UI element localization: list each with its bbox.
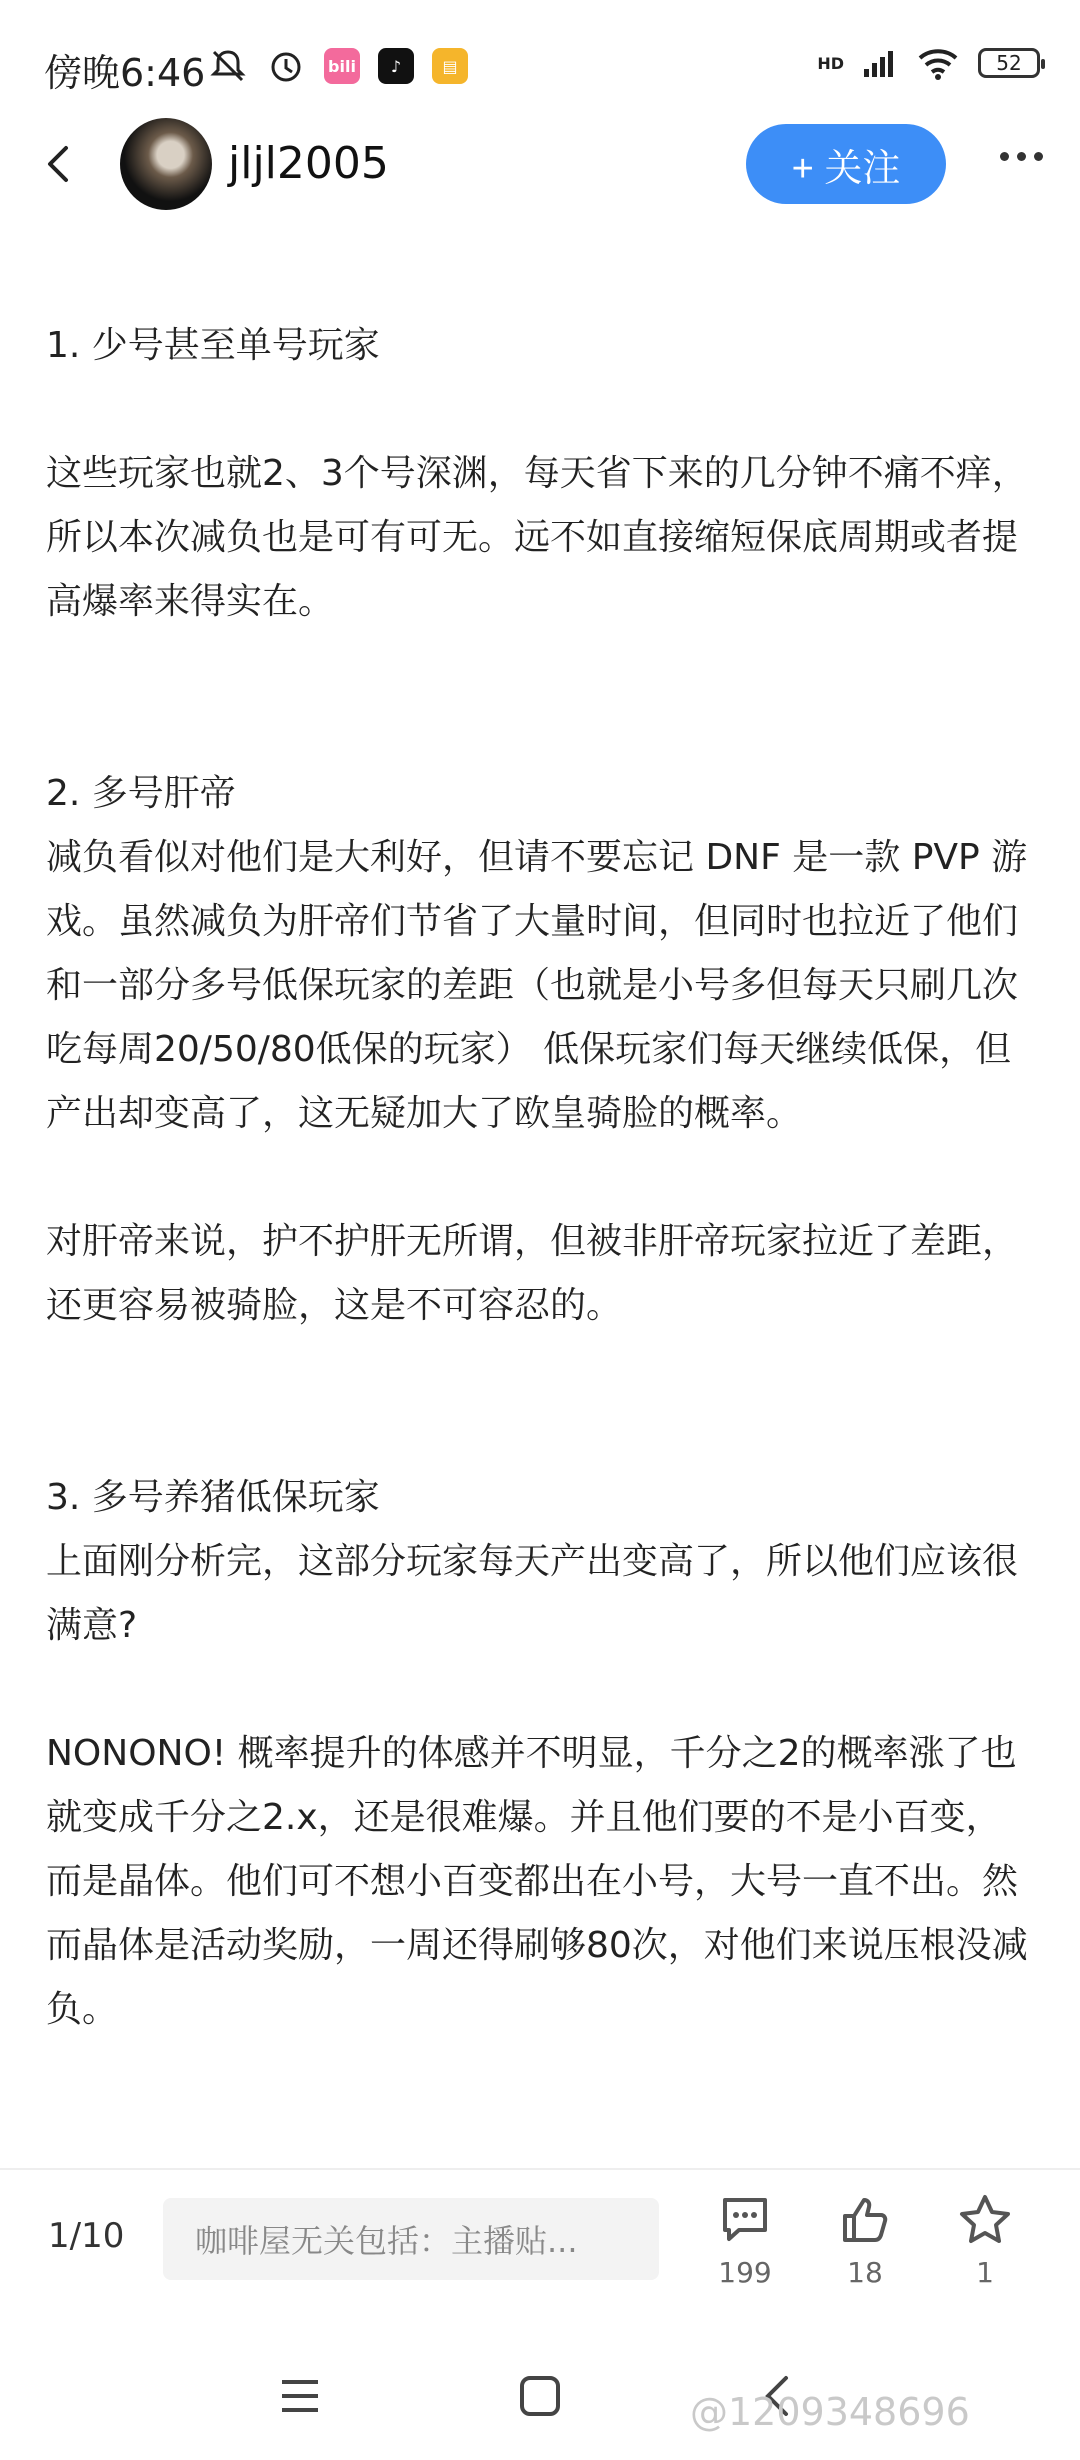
more-options-icon[interactable] [1000,152,1043,161]
favorite-button[interactable] [940,2192,1030,2289]
post-paragraph: 减负看似对他们是大利好，但请不要忘记 DNF 是一款 PVP 游戏。虽然减负为肝帝们节省了大量时间，但同时也拉近了他们和一部分多号低保玩家的差距（也就是小号多但每天只刷几次吃每周20/50/80低保的玩家） 低保玩家们每天继续低保，但产出却变高了，这无疑加大了欧皇骑脸的概率。 [46,837,1028,1134]
post-paragraph: 1. 少号甚至单号玩家 [46,325,380,366]
page-indicator[interactable]: 1/10 [48,2216,125,2256]
post-paragraph: 3. 多号养猪低保玩家 [46,1477,380,1518]
comment-button[interactable] [700,2192,790,2289]
post-paragraph [46,698,1036,762]
alarm-icon [266,46,306,86]
post-content [46,190,1036,2042]
watermark: @1209348696 [690,2390,970,2434]
post-header [0,110,1080,220]
status-time: 傍晚6:46 [44,51,206,95]
comment-input[interactable]: 咖啡屋无关包括：主播贴... [163,2198,659,2280]
post-paragraph: 这些玩家也就2、3个号深渊，每天省下来的几分钟不痛不痒，所以本次减负也是可有可无。远不如直接缩短保底周期或者提高爆率来得实在。 [46,453,1028,622]
post-paragraph: NONONO! 概率提升的体感并不明显，千分之2的概率涨了也就变成千分之2.x，还是很难爆。并且他们要的不是小百变，而是晶体。他们可不想小百变都出在小号，大号一直不出。然而晶体是活动奖励，一周还得刷够80次，对他们来说压根没减负。 [46,1733,1028,2030]
hd-label: HD [817,53,844,73]
like-button[interactable] [820,2192,910,2289]
avatar[interactable] [120,118,212,210]
wifi-icon [916,46,960,80]
bottom-action-bar [0,2168,1080,2330]
favorite-count: 1 [976,2256,994,2289]
username[interactable]: jljl2005 [228,138,389,189]
post-paragraph: 上面刚分析完，这部分玩家每天产出变高了，所以他们应该很满意? [46,1541,1019,1646]
comment-count: 199 [718,2256,772,2289]
bilibili-icon: bili [324,48,360,84]
paragraph-list [46,190,1036,2042]
status-right-icons [817,46,1040,80]
signal-icon [862,47,898,79]
back-arrow-icon[interactable] [36,140,84,188]
thumbs-up-icon [837,2192,893,2248]
post-paragraph [46,378,1036,442]
post-paragraph [46,1658,1036,1722]
follow-button[interactable]: + 关注 [746,124,946,204]
status-left-icons [208,46,468,86]
post-paragraph [46,1146,1036,1210]
post-paragraph: 2. 多号肝帝 [46,773,236,814]
battery-indicator: 52 [978,48,1040,78]
note-icon: ▤ [432,48,468,84]
mute-icon [208,46,248,86]
post-paragraph: 对肝帝来说，护不护肝无所谓，但被非肝帝玩家拉近了差距，还更容易被骑脸，这是不可容忍的。 [46,1221,1019,1326]
like-count: 18 [847,2256,883,2289]
post-paragraph [46,1402,1036,1466]
post-paragraph [46,634,1036,698]
menu-icon[interactable] [278,2376,322,2416]
tiktok-icon: ♪ [378,48,414,84]
home-icon[interactable] [518,2374,562,2418]
star-icon [957,2192,1013,2248]
comment-icon [717,2192,773,2248]
post-paragraph [46,1338,1036,1402]
